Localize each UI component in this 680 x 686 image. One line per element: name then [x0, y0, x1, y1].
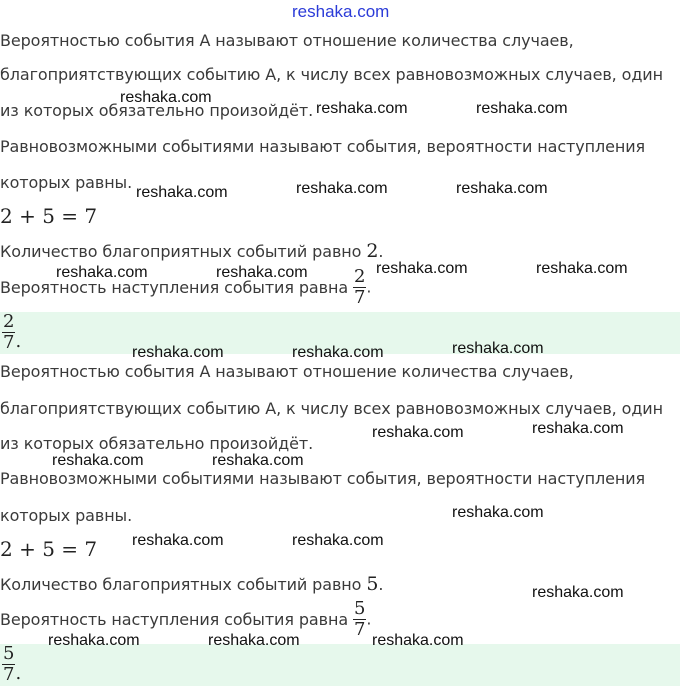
definition-equiprobable-line-1: Равновозможными событиями называют события, вероятности наступления — [0, 469, 646, 488]
favorable-count-line: Количество благоприятных событий равно 5. — [0, 573, 384, 595]
answer-box: $\frac{5}{7}$ . — [0, 644, 680, 686]
probability-fraction — [353, 268, 366, 307]
equation: 2 + 5 = 7 — [0, 204, 98, 228]
watermark: reshaka.com — [52, 452, 144, 469]
watermark: reshaka.com — [132, 344, 224, 361]
answer-fraction — [2, 313, 15, 352]
fraction-numerator: 2 — [354, 266, 366, 287]
fraction-denominator: 7 — [354, 287, 366, 308]
watermark: reshaka.com — [476, 100, 568, 117]
definition-probability-line-1: Вероятностью события А называют отношение количества случаев, — [0, 362, 574, 381]
watermark: reshaka.com — [452, 340, 544, 357]
favorable-count-text: Количество благоприятных событий равно — [0, 575, 362, 594]
watermark: reshaka.com — [376, 260, 468, 277]
answer-numerator: 2 — [3, 311, 15, 332]
answer-denominator: 7 — [3, 332, 15, 353]
probability-text: Вероятность наступления события равна — [0, 609, 349, 629]
watermark: reshaka.com — [292, 344, 384, 361]
probability-line: Вероятность наступления события равна $\frac{5}{7}$ . — [0, 598, 372, 640]
watermark: reshaka.com — [216, 264, 308, 281]
definition-probability-line-3: из которых обязательно произойдёт. — [0, 434, 314, 453]
watermark: reshaka.com — [56, 264, 148, 281]
favorable-count-value: 5 — [366, 573, 379, 595]
watermark: reshaka.com — [452, 504, 544, 521]
favorable-count-line: Количество благоприятных событий равно 2. — [0, 240, 384, 262]
watermark: reshaka.com — [456, 180, 548, 197]
watermark: reshaka.com — [136, 184, 228, 201]
watermark: reshaka.com — [132, 532, 224, 549]
watermark: reshaka.com — [316, 100, 408, 117]
watermark: reshaka.com — [120, 89, 212, 106]
watermark: reshaka.com — [536, 260, 628, 277]
watermark: reshaka.com — [372, 424, 464, 441]
fraction-denominator: 7 — [354, 619, 366, 640]
watermark: reshaka.com — [292, 532, 384, 549]
answer-fraction — [2, 645, 15, 684]
watermark: reshaka.com — [532, 420, 624, 437]
watermark: reshaka.com — [208, 632, 300, 649]
definition-equiprobable-line-1: Равновозможными событиями называют события, вероятности наступления — [0, 137, 646, 156]
fraction-numerator: 5 — [354, 598, 366, 619]
equation: 2 + 5 = 7 — [0, 537, 98, 561]
definition-equiprobable-line-2: которых равны. — [0, 173, 133, 192]
watermark-top: reshaka.com — [292, 2, 390, 21]
definition-probability-line-2: благоприятствующих событию А, к числу всех равновозможных случаев, один — [0, 65, 663, 84]
probability-line: Вероятность наступления события равна $\frac{2}{7}$ . — [0, 266, 372, 308]
watermark: reshaka.com — [372, 632, 464, 649]
probability-fraction — [353, 600, 366, 639]
favorable-count-text: Количество благоприятных событий равно — [0, 242, 362, 261]
watermark: reshaka.com — [212, 452, 304, 469]
answer-box: $\frac{2}{7}$ . — [0, 312, 680, 354]
watermark: reshaka.com — [296, 180, 388, 197]
definition-probability-line-3: из которых обязательно произойдёт. — [0, 101, 314, 120]
definition-equiprobable-line-2: которых равны. — [0, 506, 133, 525]
definition-probability-line-2: благоприятствующих событию А, к числу всех равновозможных случаев, один — [0, 399, 663, 418]
watermark: reshaka.com — [532, 584, 624, 601]
definition-probability-line-1: Вероятностью события А называют отношение количества случаев, — [0, 31, 574, 50]
favorable-count-value: 2 — [366, 240, 379, 262]
watermark: reshaka.com — [48, 632, 140, 649]
probability-text: Вероятность наступления события равна — [0, 277, 349, 297]
answer-numerator: 5 — [3, 643, 15, 664]
answer-denominator: 7 — [3, 664, 15, 685]
